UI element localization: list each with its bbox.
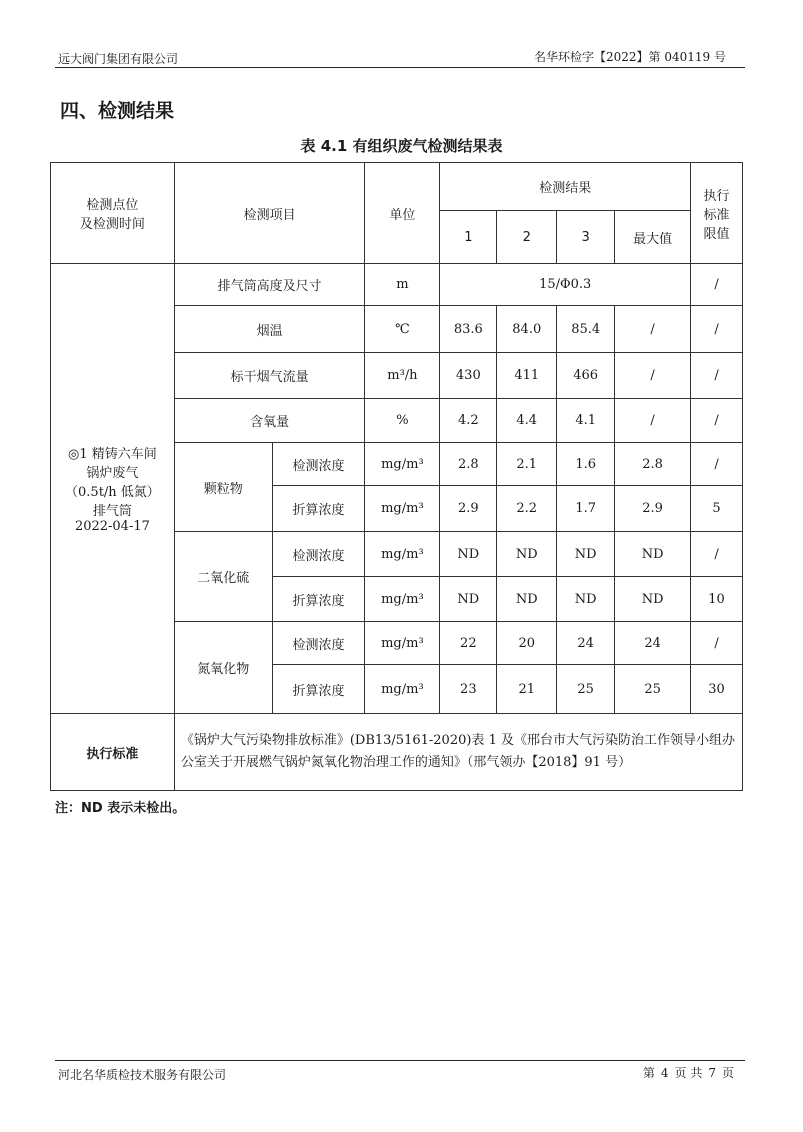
col-header-point-line1: 检测点位	[86, 198, 139, 213]
limit-cell: 5	[691, 486, 743, 532]
header-divider	[55, 67, 745, 68]
max-cell: 2.8	[615, 443, 691, 486]
unit-cell: mg/m³	[365, 577, 440, 622]
col-header-limit-line2: 标准	[703, 207, 730, 223]
sub-item-cell: 折算浓度	[272, 486, 365, 532]
unit-cell: m	[365, 264, 440, 306]
unit-cell: %	[365, 399, 440, 443]
unit-cell: mg/m³	[365, 665, 440, 714]
unit-cell: m³/h	[365, 353, 440, 399]
header-report-number: 名华环检字【2022】第 040119 号	[534, 50, 726, 64]
max-cell: ND	[615, 577, 691, 622]
page-mid: 页 共	[674, 1066, 703, 1080]
group-cell-pm: 颗粒物	[174, 443, 272, 532]
r1-cell: ND	[440, 532, 497, 577]
point-line1: ◎1 精铸六车间	[68, 447, 157, 462]
item-cell: 含氧量	[174, 399, 365, 443]
unit-cell: mg/m³	[365, 532, 440, 577]
col-header-r2: 2	[497, 211, 557, 264]
row-stack	[51, 264, 743, 306]
page-number	[640, 1064, 737, 1081]
r3-cell: 25	[557, 665, 615, 714]
point-line4: 排气筒	[92, 504, 132, 519]
value-cell: 15/Φ0.3	[440, 264, 691, 306]
r2-cell: 411	[497, 353, 557, 399]
max-cell: 25	[615, 665, 691, 714]
col-header-max: 最大值	[615, 211, 691, 264]
max-cell: 2.9	[615, 486, 691, 532]
item-cell: 标干烟气流量	[174, 353, 365, 399]
sub-item-cell: 检测浓度	[272, 532, 365, 577]
limit-cell: /	[691, 306, 743, 353]
max-cell: 24	[615, 622, 691, 665]
unit-cell: mg/m³	[365, 622, 440, 665]
col-header-point	[51, 163, 175, 264]
r3-cell: 466	[557, 353, 615, 399]
r2-cell: 84.0	[497, 306, 557, 353]
standard-text: 《锅炉大气污染物排放标准》(DB13/5161-2020)表 1 及《邢台市大气污染防治工作领导小组办公室关于开展燃气锅炉氮氧化物治理工作的通知》（邢气领办【2018】91 号）	[174, 714, 742, 791]
unit-cell: ℃	[365, 306, 440, 353]
group-cell-nox: 氮氧化物	[174, 622, 272, 714]
col-header-r3: 3	[557, 211, 615, 264]
max-cell: /	[615, 306, 691, 353]
results-table	[50, 162, 743, 791]
group-cell-so2: 二氧化硫	[174, 532, 272, 622]
r2-cell: 20	[497, 622, 557, 665]
limit-cell: /	[691, 443, 743, 486]
limit-cell: /	[691, 264, 743, 306]
col-header-unit: 单位	[365, 163, 440, 264]
r3-cell: 85.4	[557, 306, 615, 353]
r2-cell: 21	[497, 665, 557, 714]
r1-cell: 22	[440, 622, 497, 665]
r1-cell: ND	[440, 577, 497, 622]
point-cell	[51, 264, 175, 714]
sub-item-cell: 折算浓度	[272, 665, 365, 714]
col-header-limit-line1: 执行	[703, 188, 730, 204]
header-row-1	[51, 163, 743, 211]
section-title: 四、检测结果	[60, 100, 175, 122]
limit-cell: /	[691, 532, 743, 577]
page-suffix: 页	[721, 1066, 734, 1080]
r1-cell: 430	[440, 353, 497, 399]
item-cell: 排气筒高度及尺寸	[174, 264, 365, 306]
r3-cell: ND	[557, 577, 615, 622]
sub-item-cell: 检测浓度	[272, 622, 365, 665]
page-total: 7	[708, 1066, 716, 1080]
r1-cell: 23	[440, 665, 497, 714]
sub-item-cell: 折算浓度	[272, 577, 365, 622]
col-header-limit-line3: 限值	[703, 226, 730, 242]
table-caption: 表 4.1 有组织废气检测结果表	[300, 137, 503, 155]
r2-cell: 2.2	[497, 486, 557, 532]
unit-cell: mg/m³	[365, 443, 440, 486]
r3-cell: ND	[557, 532, 615, 577]
max-cell: /	[615, 399, 691, 443]
r3-cell: 24	[557, 622, 615, 665]
r1-cell: 83.6	[440, 306, 497, 353]
max-cell: ND	[615, 532, 691, 577]
footnote: 注：ND 表示未检出。	[55, 801, 186, 816]
footer-company: 河北名华质检技术服务有限公司	[58, 1068, 227, 1082]
r3-cell: 1.7	[557, 486, 615, 532]
limit-cell: /	[691, 353, 743, 399]
item-cell: 烟温	[174, 306, 365, 353]
r2-cell: ND	[497, 577, 557, 622]
footer-divider	[55, 1060, 745, 1061]
col-header-limit	[691, 163, 743, 264]
col-header-results: 检测结果	[440, 163, 691, 211]
unit-cell: mg/m³	[365, 486, 440, 532]
r3-cell: 1.6	[557, 443, 615, 486]
point-date: 2022-04-17	[74, 519, 150, 534]
sub-item-cell: 检测浓度	[272, 443, 365, 486]
r2-cell: 4.4	[497, 399, 557, 443]
r2-cell: 2.1	[497, 443, 557, 486]
col-header-item: 检测项目	[174, 163, 365, 264]
r1-cell: 4.2	[440, 399, 497, 443]
r1-cell: 2.8	[440, 443, 497, 486]
point-line3: （0.5t/h 低氮）	[65, 485, 160, 500]
r2-cell: ND	[497, 532, 557, 577]
max-cell: /	[615, 353, 691, 399]
col-header-point-line2: 及检测时间	[79, 217, 145, 232]
col-header-r1: 1	[440, 211, 497, 264]
page-current: 4	[660, 1066, 669, 1080]
row-standard	[51, 714, 743, 791]
r3-cell: 4.1	[557, 399, 615, 443]
standard-label: 执行标准	[51, 714, 175, 791]
limit-cell: /	[691, 622, 743, 665]
limit-cell: 10	[691, 577, 743, 622]
limit-cell: /	[691, 399, 743, 443]
r1-cell: 2.9	[440, 486, 497, 532]
page-prefix: 第	[642, 1066, 655, 1080]
header-company: 远大阀门集团有限公司	[58, 52, 179, 66]
point-line2: 锅炉废气	[86, 466, 139, 481]
limit-cell: 30	[691, 665, 743, 714]
